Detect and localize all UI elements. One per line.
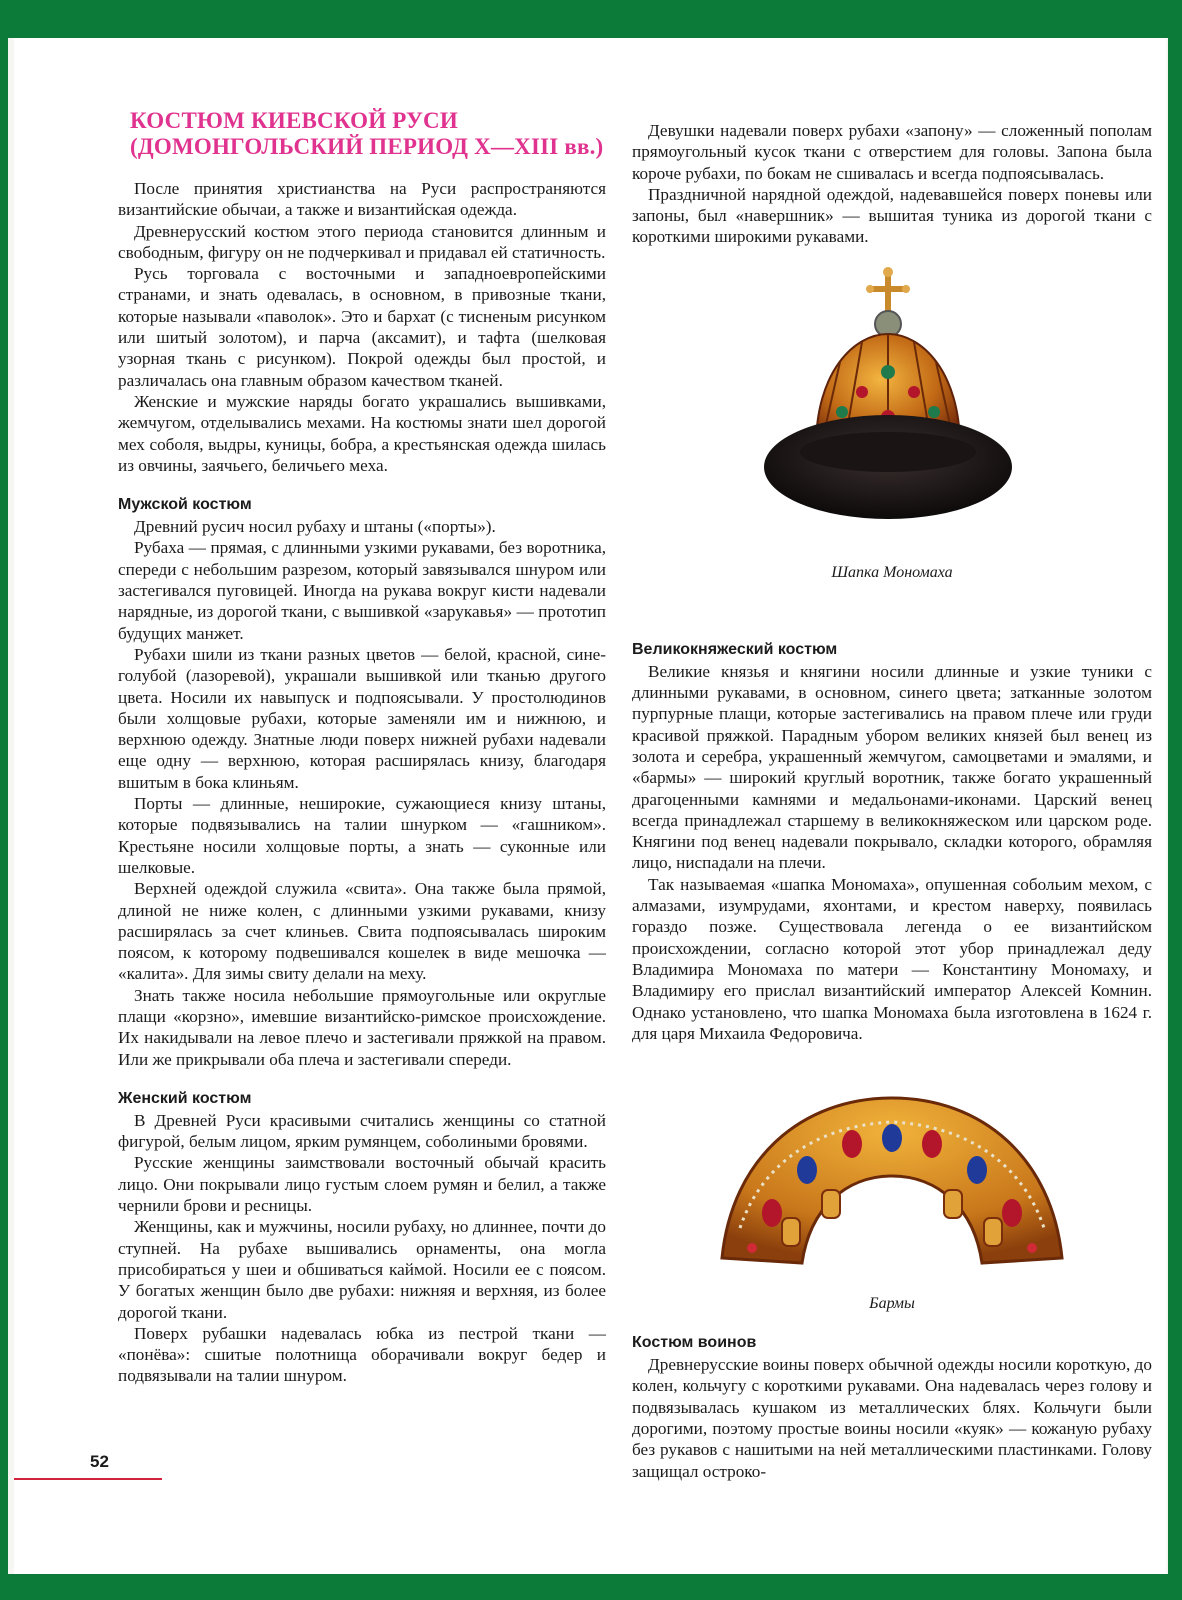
mens-paragraph: Знать также носила небольшие прямоугольные или округлые плащи «корзно», имевшие византийско-римское происхождение. Их накидывали на левое плечо и застегивали пряжкой на правом. Или же прикрывали оба плеча и застегивали спереди. [118,985,606,1069]
womens-paragraph: Поверх рубашки надевалась юбка из пестрой ткани — «понёва»: сшитые полотнища оборачивали вокруг бедер и подвязывали на талии шнуром. [118,1323,606,1386]
monomakh-cap-figure [632,248,1152,583]
page-title [130,108,606,160]
grand-prince-paragraph: Великие князья и княгини носили длинные и узкие туники с длинными рукавами, в основном, синего цвета; затканные золотом пурпурные плащи, которые застегивались на правом плече или груди красивой пряжкой. Парадным убором великих князей был венец из золота и серебра, украшенный жемчугом, самоцветами и эмалями, и «бармы» — широкий круглый воротник, также богато украшенный драгоценными камнями и медальонами-иконами. Царский венец всегда принадлежал старшему в великокняжеском или царском роде. Княгини под венец надевали покрывало, складки которого, обрамляя лицо, ниспадали на плечи. [632,661,1152,873]
grand-prince-heading: Великокняжеский костюм [632,640,838,658]
mens-costume-section [118,494,606,1070]
intro-paragraph: После принятия христианства на Руси распространяются византийские обычаи, а также и византийская одежда. [118,179,606,220]
warriors-heading: Костюм воинов [632,1334,757,1352]
intro-paragraph: Древнерусский костюм этого периода становится длинным и свободным, фигуру он не подчеркивал и придавал ей статичность. [118,221,606,262]
page [14,38,1166,1574]
warriors-paragraph: Древнерусские воины поверх обычной одежды носили короткую, до колен, кольчугу с короткими рукавами. Она надевалась через голову и подвязывалась кушаком из металлических блях. Кольчуги были дорогими, поэтому простые воины носили «куяк» — кожаную рубаху без рукавов с нашитыми на ней металлическими пластинками. Голову защищал остроко- [632,1355,1152,1481]
grand-prince-paragraph: Так называемая «шапка Мономаха», опушенная собольим мехом, с алмазами, изумрудами, яхонтами, и крестом наверху, появилась гораздо позже. Существовала легенда о ее византийском происхождении, согласно которой этот убор принадлежал деду Владимира Мономаха по матери — Константину Мономаху, и Владимиру его прислал византийский император Алексей Комнин. Однако установлено, что шапка Мономаха была изготовлена в 1624 г. для царя Михаила Федоровича. [632,874,1152,1043]
mens-costume-heading: Мужской костюм [118,496,252,514]
womens-paragraph: Русские женщины заимствовали восточный обычай красить лицо. Они покрывали лицо густым слоем румян и белил, а также чернили брови и ресницы. [118,1153,606,1216]
womens-paragraph: В Древней Руси красивыми считались женщины со статной фигурой, белым лицом, ярким румянцем, соболиными бровями. [118,1110,606,1152]
womens-costume-section [118,1088,606,1387]
green-frame-left [0,0,8,1600]
mens-paragraph: Рубахи шили из ткани разных цветов — белой, красной, сине-голубой (лазоревой), украшали вышивкой или тканью другого цвета. Носили их навыпуск и подпоясывали. У простолюдинов были холщовые рубахи, которые заменяли им и нижнюю, и верхнюю одежду. Знатные люди поверх нижней рубахи надевали еще одну — верхнюю, которая расширялась книзу, благодаря вшитым в бока клиньям. [118,644,606,792]
monomakh-cap-illustration [762,262,1022,552]
barmy-figure [632,1044,1152,1314]
green-frame-top [0,0,1182,38]
mens-paragraph: Верхней одеждой служила «свита». Она также была прямой, длиной не ниже колен, с длинными узкими рукавами, книзу расширялась за счет клиньев. Свита подпоясывалась широким поясом, к которому подвешивался кошелек в виде мешочка — «калита». Для зимы свиту делали на меху. [118,879,606,984]
monomakh-cap-caption: Шапка Мономаха [831,563,953,581]
mens-paragraph: Порты — длинные, неширокие, сужающиеся книзу штаны, которые подвязывались на талии шнурком — «гашником». Крестьяне носили холщовые порты, а знать — суконные или шелковые. [118,794,606,877]
right-column [632,120,1152,1482]
barmy-collar-illustration [712,1078,1072,1283]
navershnik-paragraph: Праздничной нарядной одеждой, надевавшейся поверх поневы или запоны, был «навершник» — вышитая туника из дорогой ткани с короткими широкими рукавами. [632,184,1152,247]
intro-section [118,178,606,476]
barmy-caption: Бармы [869,1295,915,1313]
mens-paragraph: Рубаха — прямая, с длинными узкими рукавами, без воротника, спереди с небольшим разрезом, который завязывался шнуром или застегивался пуговицей. Иногда на рукава вокруг кисти надевали нарядные, из дорогой ткани, с вышивкой «зарукавья» — прототип будущих манжет. [118,538,606,643]
grand-prince-section [632,639,1152,1044]
left-column [118,108,606,1387]
green-frame-bottom [0,1574,1182,1600]
intro-paragraph: Женские и мужские наряды богато украшались вышивками, жемчугом, отделывались мехами. На костюмы знати шел дорогой мех соболя, выдры, куницы, бобра, а крестьянская одежда шилась из овчины, заячьего, беличьего меха. [118,391,606,475]
mens-paragraph: Древний русич носил рубаху и штаны («порты»). [134,517,496,537]
intro-paragraph: Русь торговала с восточными и западноевропейскими странами, и знать одевалась, в основном, в привозные ткани, которые называли «паволок». Это и бархат (с тисненым рисунком или шитый золотом), и парча (аксамит), и тафта (шелковая узорная ткань с рисунком). Покрой одежды был простой, и различалась она главным образом качеством тканей. [118,264,606,390]
title-line-2: (ДОМОНГОЛЬСКИЙ ПЕРИОД X—XIII вв.) [130,134,604,159]
warriors-section [632,1332,1152,1482]
womens-costume-heading: Женский костюм [118,1089,252,1107]
womens-paragraph: Женщины, как и мужчины, носили рубаху, но длиннее, почти до ступней. На рубахе вышивались орнаменты, она могла присобираться у шеи и обшиваться каймой. Носили ее с поясом. У богатых женщин было две рубахи: нижняя и верхняя, из более дорогой ткани. [118,1217,606,1322]
page-number-rule [14,1478,162,1480]
page-number: 52 [90,1452,109,1471]
green-frame-right [1168,0,1182,1600]
zapona-paragraph: Девушки надевали поверх рубахи «запону» — сложенный пополам прямоугольный кусок ткани с отверстием для головы. Запона была короче рубахи, по бокам не сшивалась и всегда подпоясывалась. [632,121,1152,183]
title-line-1: КОСТЮМ КИЕВСКОЙ РУСИ [130,108,458,133]
